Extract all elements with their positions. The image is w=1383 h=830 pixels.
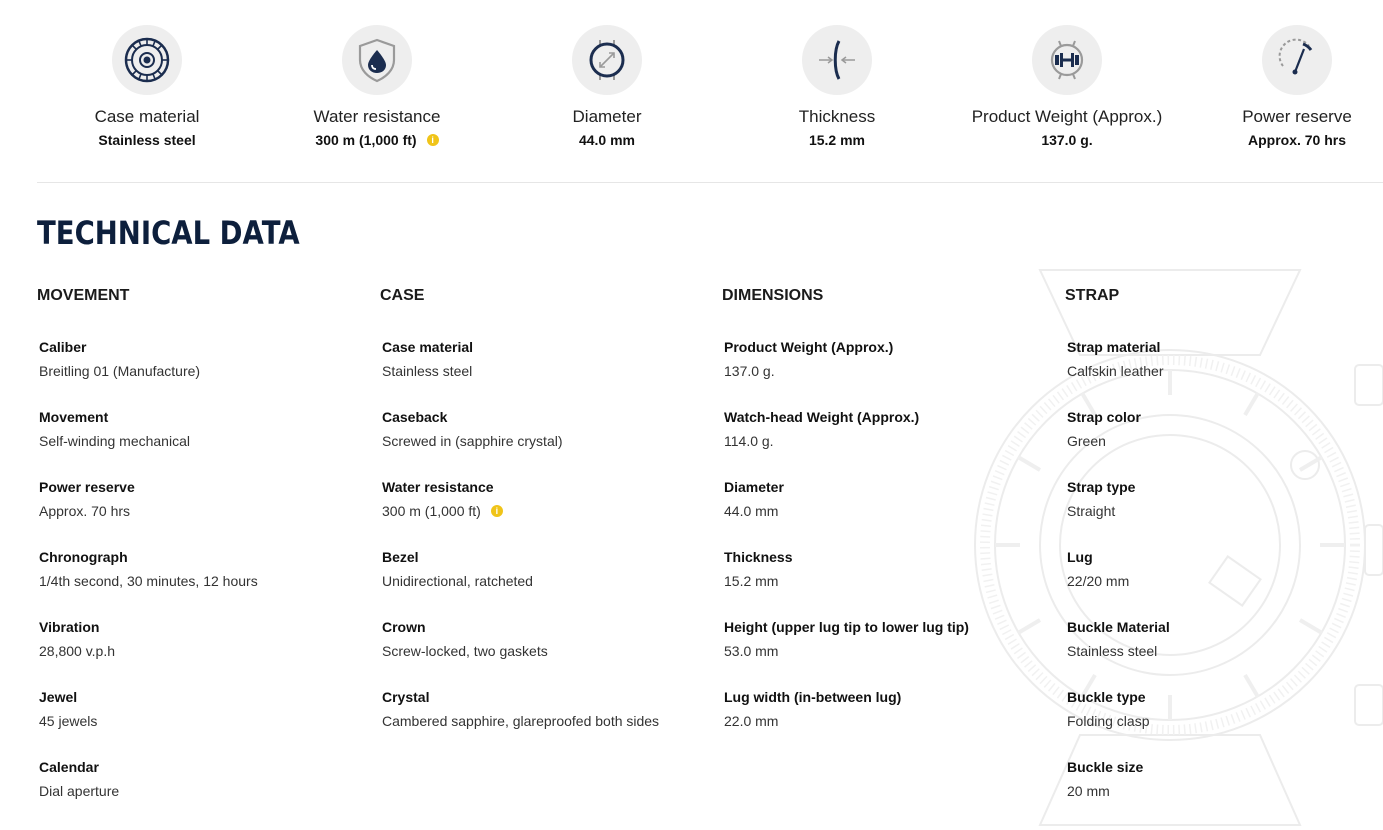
row-value: Approx. 70 hrs <box>39 503 131 519</box>
spec-list <box>37 338 367 828</box>
spec-row <box>724 688 1052 758</box>
row-value: 28,800 v.p.h <box>39 643 116 659</box>
row-label: Crown <box>382 619 426 635</box>
row-value: Dial aperture <box>39 783 120 799</box>
spec-label: Water resistance <box>313 107 441 126</box>
spec-product-weight <box>952 25 1182 149</box>
spec-value-text: Approx. 70 hrs <box>1247 132 1347 148</box>
row-value: Unidirectional, ratcheted <box>382 573 533 589</box>
spec-row <box>1067 478 1365 548</box>
spec-row <box>39 758 367 828</box>
case-material-icon <box>112 25 182 95</box>
column-dimensions <box>722 286 1052 758</box>
spec-row <box>724 478 1052 548</box>
spec-value-text: 15.2 mm <box>808 132 866 148</box>
row-value: Green <box>1067 433 1106 449</box>
spec-row <box>39 338 367 408</box>
row-label: Strap color <box>1067 409 1141 425</box>
row-label: Caseback <box>382 409 448 425</box>
row-label: Vibration <box>39 619 100 635</box>
row-label: Jewel <box>39 689 78 705</box>
row-label: Watch-head Weight (Approx.) <box>724 409 920 425</box>
spec-row <box>724 408 1052 478</box>
spec-value <box>722 131 952 149</box>
thickness-icon <box>802 25 872 95</box>
spec-list <box>1065 338 1365 828</box>
column-heading: MOVEMENT <box>37 287 130 304</box>
row-label: Calendar <box>39 759 99 775</box>
row-value-text: 300 m (1,000 ft) <box>382 503 481 519</box>
row-value: 137.0 g. <box>724 363 775 379</box>
diameter-icon <box>572 25 642 95</box>
row-label: Bezel <box>382 549 419 565</box>
spec-row <box>1067 338 1365 408</box>
spec-list <box>380 338 710 758</box>
row-value: 20 mm <box>1067 783 1110 799</box>
row-value <box>382 502 710 520</box>
row-value: 114.0 g. <box>724 433 774 449</box>
row-value: 1/4th second, 30 minutes, 12 hours <box>39 573 258 589</box>
row-value: 44.0 mm <box>724 503 779 519</box>
row-label: Strap material <box>1067 339 1161 355</box>
spec-row <box>382 618 710 688</box>
row-label: Buckle type <box>1067 689 1146 705</box>
spec-row <box>1067 618 1365 688</box>
spec-row <box>1067 758 1365 828</box>
spec-row <box>382 408 710 478</box>
row-label: Crystal <box>382 689 430 705</box>
spec-value <box>32 131 262 149</box>
spec-row <box>39 618 367 688</box>
row-value: Breitling 01 (Manufacture) <box>39 363 201 379</box>
column-strap <box>1065 286 1365 828</box>
row-label: Lug <box>1067 549 1093 565</box>
row-label: Strap type <box>1067 479 1136 495</box>
row-value: 22/20 mm <box>1067 573 1130 589</box>
row-value: 53.0 mm <box>724 643 779 659</box>
row-value: 45 jewels <box>39 713 98 729</box>
water-resistance-icon <box>342 25 412 95</box>
spec-row <box>1067 408 1365 478</box>
spec-label: Power reserve <box>1242 107 1352 126</box>
spec-thickness <box>722 25 952 149</box>
spec-row <box>724 338 1052 408</box>
spec-row <box>724 618 1052 688</box>
spec-label: Product Weight (Approx.) <box>971 107 1163 126</box>
product-weight-icon <box>1032 25 1102 95</box>
spec-row <box>39 688 367 758</box>
spec-value <box>952 131 1182 149</box>
column-heading: CASE <box>380 287 425 304</box>
spec-row <box>39 478 367 548</box>
spec-label: Diameter <box>572 107 642 126</box>
column-movement <box>37 286 367 828</box>
row-label: Movement <box>39 409 109 425</box>
spec-row <box>382 688 710 758</box>
section-divider <box>37 182 1383 183</box>
row-value: Folding clasp <box>1067 713 1150 729</box>
spec-row <box>1067 548 1365 618</box>
row-label: Water resistance <box>382 479 494 495</box>
spec-value <box>492 131 722 149</box>
spec-row <box>382 478 710 548</box>
spec-row <box>382 338 710 408</box>
spec-value <box>262 131 492 149</box>
spec-label: Case material <box>94 107 200 126</box>
spec-case-material <box>32 25 262 149</box>
row-value: Stainless steel <box>1067 643 1158 659</box>
column-heading: STRAP <box>1065 287 1120 304</box>
row-value: Cambered sapphire, glareproofed both sides <box>382 713 660 729</box>
row-label: Case material <box>382 339 474 355</box>
spec-value <box>1182 131 1383 149</box>
spec-water-resistance <box>262 25 492 149</box>
spec-list <box>722 338 1052 758</box>
row-value: Stainless steel <box>382 363 473 379</box>
row-value: Screw-locked, two gaskets <box>382 643 548 659</box>
spec-value-text: 300 m (1,000 ft) <box>315 132 417 148</box>
row-label: Thickness <box>724 549 793 565</box>
info-icon[interactable]: i <box>427 134 439 146</box>
spec-row <box>382 548 710 618</box>
spec-row <box>39 408 367 478</box>
row-label: Power reserve <box>39 479 135 495</box>
row-label: Chronograph <box>39 549 128 565</box>
row-value: Straight <box>1067 503 1116 519</box>
key-specs-bar <box>0 0 1383 160</box>
row-label: Product Weight (Approx.) <box>724 339 894 355</box>
column-heading: DIMENSIONS <box>722 287 824 304</box>
column-case <box>380 286 710 758</box>
spec-row <box>39 548 367 618</box>
row-value: Screwed in (sapphire crystal) <box>382 433 563 449</box>
spec-value-text: Stainless steel <box>98 132 196 148</box>
info-icon[interactable]: i <box>491 505 503 517</box>
row-label: Height (upper lug tip to lower lug tip) <box>724 619 969 635</box>
section-title: TECHNICAL DATA <box>37 214 300 252</box>
power-reserve-icon <box>1262 25 1332 95</box>
spec-label: Thickness <box>798 107 876 126</box>
spec-row <box>724 548 1052 618</box>
row-label: Buckle Material <box>1067 619 1170 635</box>
row-label: Diameter <box>724 479 784 495</box>
row-label: Buckle size <box>1067 759 1144 775</box>
row-value: 22.0 mm <box>724 713 779 729</box>
spec-power-reserve <box>1182 25 1383 149</box>
row-label: Lug width (in-between lug) <box>724 689 902 705</box>
spec-diameter <box>492 25 722 149</box>
spec-value-text: 44.0 mm <box>578 132 636 148</box>
spec-row <box>1067 688 1365 758</box>
row-value: Self-winding mechanical <box>39 433 190 449</box>
row-value: 15.2 mm <box>724 573 779 589</box>
row-value: Calfskin leather <box>1067 363 1164 379</box>
row-label: Caliber <box>39 339 87 355</box>
spec-value-text: 137.0 g. <box>1041 132 1093 148</box>
